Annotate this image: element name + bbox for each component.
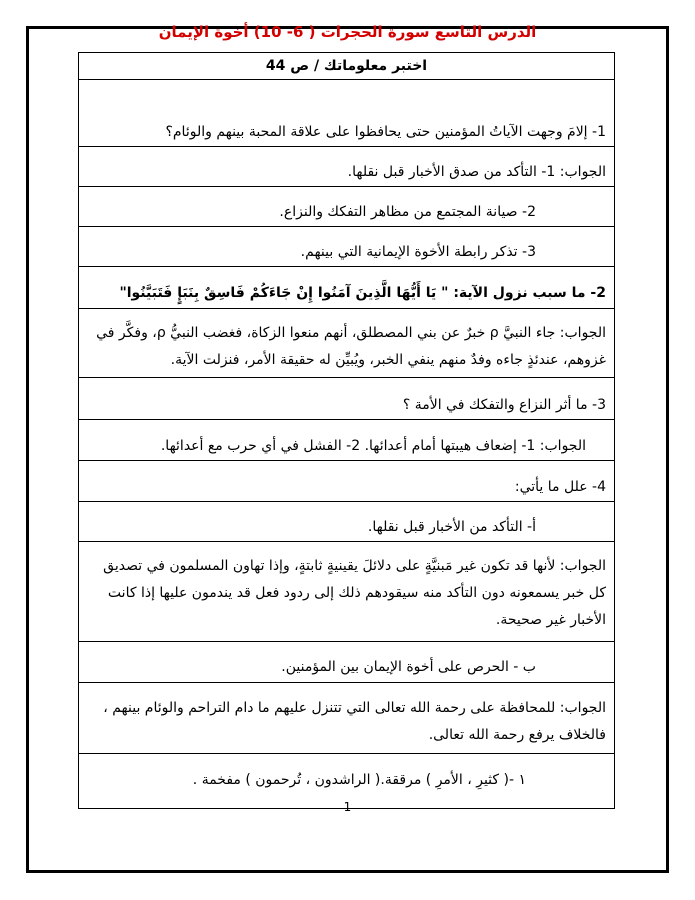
answer-4b: الجواب: للمحافظة على رحمة الله تعالى التي تتنزل عليهم ما دام التراحم والوئام بينهم ، فالخلاف يرفع رحمة الله تعالى. <box>103 700 606 743</box>
row-divider <box>79 541 614 542</box>
exercise-1: ١ -( كثيرِ ، الأمرِ ) مرققة.( الراشدون ، تُرحمون ) مفخمة . <box>192 772 526 788</box>
row-divider <box>79 501 614 502</box>
answer-3: الجواب: 1- إضعاف هيبتها أمام أعدائها. 2- الفشل في أي حرب مع أعدائها. <box>160 438 586 454</box>
page-title: الدرس التاسع سورة الحجرات ( 6- 10) أخوة الإيمان <box>158 23 537 41</box>
page-number: 1 <box>343 800 352 814</box>
question-4a: أ- التأكد من الأخبار قبل نقلها. <box>367 519 536 535</box>
row-divider <box>79 266 614 267</box>
answer-4a: الجواب: لأنها قد تكون غير مَبنيَّةٍ على دلائلَ يقينيةٍ ثابتةٍ، وإذا تهاون المسلمون في تصديق كل خبر يسمعونه دون التأكد منه سيقودهم ذلك إلى ردود فعل قد يندمون عليها إذا كانت الأخبار غير صحيحة. <box>103 558 606 628</box>
questions-table <box>78 52 615 809</box>
row-divider <box>79 753 614 754</box>
row-divider <box>79 226 614 227</box>
question-4b: ب - الحرص على أخوة الإيمان بين المؤمنين. <box>281 659 536 675</box>
answer-1-item-3: 3- تذكر رابطة الأخوة الإيمانية التي بينهم. <box>300 244 536 260</box>
answer-1-item-1: الجواب: 1- التأكد من صدق الأخبار قبل نقلها. <box>347 164 606 180</box>
question-1: 1- إلامَ وجهت الآياتُ المؤمنين حتى يحافظوا على علاقة المحبة بينهم والوئام؟ <box>165 124 606 140</box>
answer-1-item-2: 2- صيانة المجتمع من مظاهر التفكك والنزاع. <box>279 204 536 220</box>
row-divider <box>79 377 614 378</box>
question-4: 4- علل ما يأتي: <box>514 479 606 495</box>
row-divider <box>79 460 614 461</box>
row-divider <box>79 308 614 309</box>
row-divider <box>79 641 614 642</box>
row-divider <box>79 682 614 683</box>
row-divider <box>79 186 614 187</box>
question-2: 2- ما سبب نزول الآية: " يَا أَيُّهَا الَّذِينَ آمَنُوا إِنْ جَاءَكُمْ فَاسِقٌ بِنَبَإٍ فَتَبَيَّنُوا" <box>119 285 606 301</box>
row-divider <box>79 419 614 420</box>
row-divider <box>79 146 614 147</box>
answer-2: الجواب: جاء النبيَّ ρ خبرٌ عن بني المصطلق، أنهم منعوا الزكاة، فغضب النبيُّ ρ، وفكَّر في غزوهم، عندئذٍ جاءه وفدٌ منهم ينفي الخبر، ويُبيِّن له حقيقة الأمر، فنزلت الآية. <box>96 325 606 368</box>
table-header: اختبر معلوماتك / ص 44 <box>79 53 614 80</box>
question-3: 3- ما أثر النزاع والتفكك في الأمة ؟ <box>402 397 606 413</box>
